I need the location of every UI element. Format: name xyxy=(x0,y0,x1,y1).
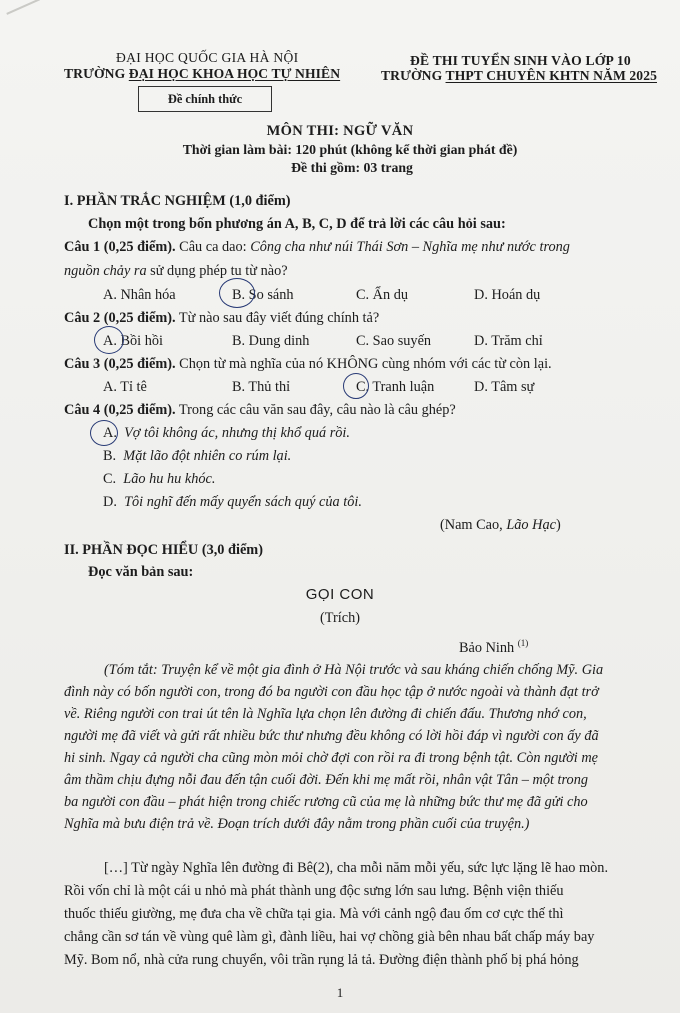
page-number: 1 xyxy=(336,985,344,1000)
question-3: Câu 3 (0,25 điểm). Chọn từ mà nghĩa của nó KHÔNG cùng nhóm với các từ còn lại. xyxy=(64,356,552,372)
story-author: Bảo Ninh $^{(1)}$ xyxy=(459,638,529,656)
official-exam-box: Đề chính thức xyxy=(138,86,272,112)
q4-answer-circle xyxy=(90,420,118,446)
question-2: Câu 2 (0,25 điểm). Từ nào sau đây viết đúng chính tả? xyxy=(64,310,380,326)
exam-page-count: Đề thi gồm: 03 trang xyxy=(291,160,413,175)
section-1-instruction: Chọn một trong bốn phương án A, B, C, D để trả lời các câu hỏi sau: xyxy=(88,216,506,232)
section-1-title: I. PHẦN TRẮC NGHIỆM (1,0 điểm) xyxy=(64,193,291,209)
q4-option-b: B. Mặt lão đột nhiên co rúm lại. xyxy=(103,448,292,464)
pen-stroke-mark xyxy=(6,0,45,28)
q4-option-a: A. Vợ tôi không ác, nhưng thị khổ quá rồi. xyxy=(103,425,350,441)
school-name: TRƯỜNG ĐẠI HỌC KHOA HỌC TỰ NHIÊN xyxy=(64,66,341,81)
q3-option-c: C. Tranh luận xyxy=(356,379,435,395)
q3-option-a: A. Tỉ tê xyxy=(103,379,147,395)
q2-answer-circle xyxy=(94,326,124,354)
q4-source: (Nam Cao, Lão Hạc) xyxy=(440,517,561,533)
question-1-cont: nguồn chảy ra sử dụng phép tu từ nào? xyxy=(64,263,288,279)
q3-option-d: D. Tâm sự xyxy=(474,379,535,395)
question-1: Câu 1 (0,25 điểm). Câu ca dao: Công cha như núi Thái Sơn – Nghĩa mẹ như nước trong xyxy=(64,239,570,255)
story-title: GỌI CON xyxy=(305,586,375,603)
q2-option-c: C. Sao suyến xyxy=(356,333,432,349)
story-excerpt-note: (Trích) xyxy=(320,610,360,626)
story-summary: (Tóm tắt: Truyện kể về một gia đình ở Hà Nội trước và sau kháng chiến chống Mỹ. Gia đình này có bốn người con, trong đó ba người con đầu học tập ở nước ngoài và thành đạt trở về. Riêng người con trai út tên là Nghĩa lựa chọn lên đường đi chiến đấu. Thương nhớ con, người mẹ đã viết và gửi rất nhiều bức thư nhưng đều không có lời hồi đáp vì người con ấy đã hi sinh. Ngay cả người cha cũng mòn mỏi chờ đợi con rồi ra đi trong bệnh tật. Còn người mẹ âm thầm chịu đựng nỗi đau đến tận cuối đời. Đến khi mẹ mất rồi, nhân vật Tân – một trong ba người con đầu – phát hiện trong chiếc rương cũ của mẹ là những bức thư mẹ đã gửi cho Nghĩa mà bưu điện trả về. Đoạn trích dưới đây nằm trong phần cuối của truyện.) xyxy=(64,662,604,832)
section-2-title: II. PHẦN ĐỌC HIỂU (3,0 điểm) xyxy=(64,542,263,558)
q4-option-d: D. Tôi nghĩ đến mấy quyển sách quý của tôi. xyxy=(103,494,362,510)
q2-option-a: A. Bồi hồi xyxy=(103,333,163,349)
question-4: Câu 4 (0,25 điểm). Trong các câu văn sau đây, câu nào là câu ghép? xyxy=(64,402,456,418)
exam-school: TRƯỜNG THPT CHUYÊN KHTN NĂM 2025 xyxy=(381,68,657,83)
q1-answer-circle xyxy=(219,278,255,308)
q2-option-b: B. Dung dinh xyxy=(232,333,310,349)
q1-option-d: D. Hoán dụ xyxy=(474,287,541,303)
q4-option-c: C. Lão hu hu khóc. xyxy=(103,471,216,487)
story-body: […] Từ ngày Nghĩa lên đường đi Bê(2), cha mỗi năm mỗi yếu, sức lực lặng lẽ hao mòn. Rồi vốn chỉ là một cái u nhỏ mà phát thành ung độc sưng lớn sau lưng. Bệnh viện thiếu thuốc thiếu giường, mẹ đưa cha về chữa tại gia. Mà với cảnh ngộ đau ốm cơ cực thế thì chẳng cần sơ tán về vùng quê làm gì, đành liều, hai vợ chồng già bên nhau bất chấp máy bay Mỹ. Bom nổ, nhà cửa rung chuyển, vôi trần rụng lả tả. Đường điện thành phố bị phá hỏng xyxy=(64,860,609,968)
q1-option-a: A. Nhân hóa xyxy=(103,287,176,303)
q3-option-b: B. Thủ thỉ xyxy=(232,379,291,395)
q3-answer-circle xyxy=(343,373,369,399)
university-name: ĐẠI HỌC QUỐC GIA HÀ NỘI xyxy=(116,50,299,65)
exam-subject: MÔN THI: NGỮ VĂN xyxy=(266,123,414,139)
exam-title: ĐỀ THI TUYỂN SINH VÀO LỚP 10 xyxy=(410,53,631,68)
q1-option-b: B. So sánh xyxy=(232,287,294,303)
section-2-instruction: Đọc văn bản sau: xyxy=(88,564,194,580)
exam-time: Thời gian làm bài: 120 phút (không kể thời gian phát đề) xyxy=(182,142,518,157)
q2-option-d: D. Trăm chỉ xyxy=(474,333,543,349)
q1-option-c: C. Ẩn dụ xyxy=(356,287,409,303)
